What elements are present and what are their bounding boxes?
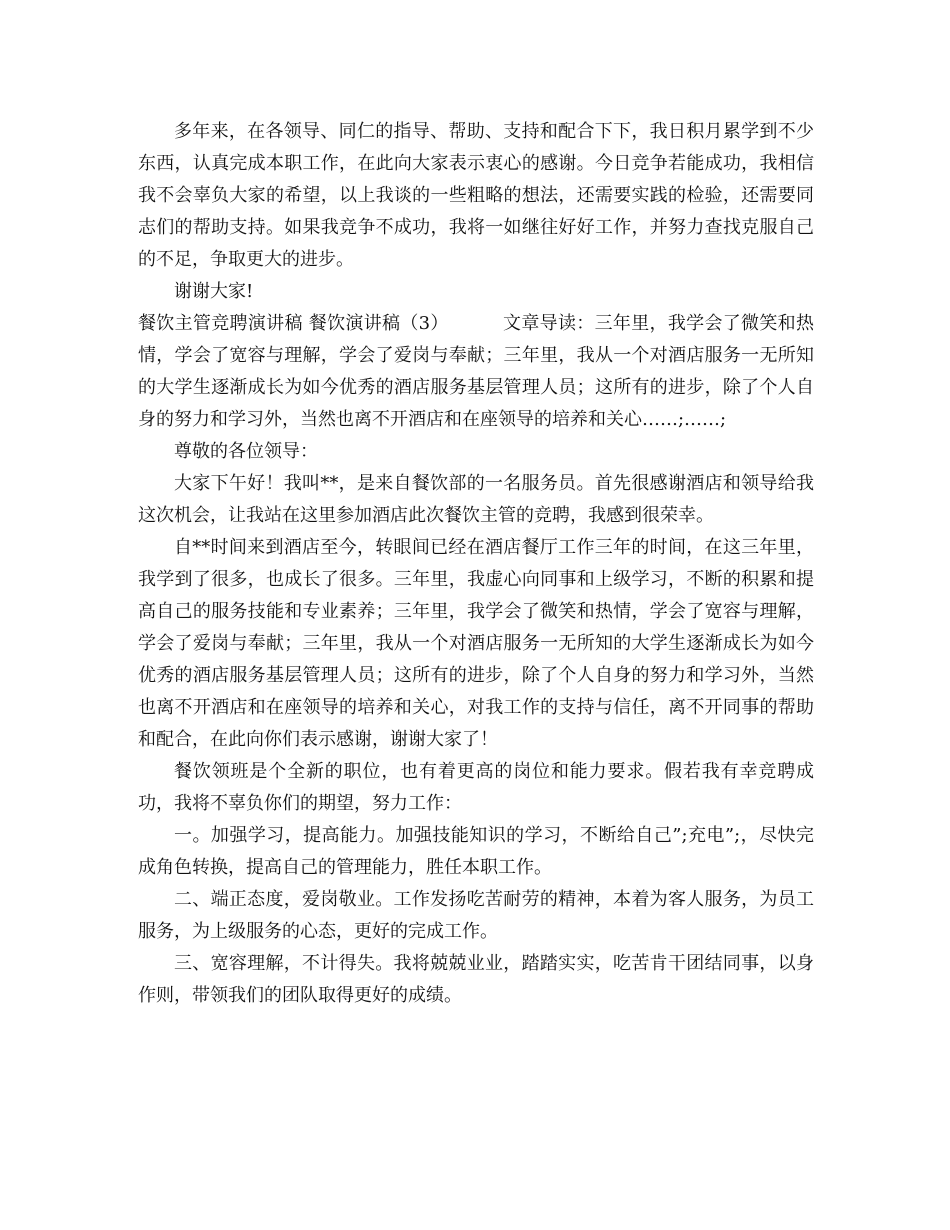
thanks-line: 谢谢大家!: [174, 281, 254, 302]
salutation: 尊敬的各位领导：: [174, 441, 318, 462]
intro-paragraph: 多年来，在各领导、同仁的指导、帮助、支持和配合下下，我日积月累学到不少东西，认真完成本职工作，在此向大家表示衷心的感谢。今日竞争若能成功，我相信我不会辜负大家的希望，以上我谈的一些粗略的想法，还需要实践的检验，还需要同志们的帮助支持。如果我竞争不成功，我将一如继往好好工作，并努力查找克服自己的不足，争取更大的进步。: [138, 121, 814, 270]
point-three: 三、宽容理解，不计得失。我将兢兢业业，踏踏实实，吃苦肯干团结同事，以身作则，带领我们的团队取得更好的成绩。: [138, 953, 814, 1006]
article-guide: 文章导读：三年里，我学会了微笑和热情，学会了宽容与理解，学会了爱岗与奉献；三年里，我从一个对酒店服务一无所知的大学生逐渐成长为如今优秀的酒店服务基层管理人员；这所有的进步，除了个人自身的努力和学习外，当然也离不开酒店和在座领导的培养和关心……;……;: [138, 313, 814, 430]
position-paragraph: 餐饮领班是个全新的职位，也有着更高的岗位和能力要求。假若我有幸竞聘成功，我将不辜负你们的期望，努力工作：: [138, 761, 814, 814]
greeting-paragraph: 大家下午好！我叫**，是来自餐饮部的一名服务员。首先很感谢酒店和领导给我这次机会，让我站在这里参加酒店此次餐饮主管的竞聘，我感到很荣幸。: [138, 473, 814, 526]
article-title-and-guide: [138, 308, 814, 436]
point-one: 一。加强学习，提高能力。加强技能知识的学习，不断给自己”;充电”;，尽快完成角色转换，提高自己的管理能力，胜任本职工作。: [138, 825, 814, 878]
document-page: [138, 116, 814, 1012]
article-title: 餐饮主管竞聘演讲稿 餐饮演讲稿（3）: [138, 313, 449, 334]
experience-paragraph: 自**时间来到酒店至今，转眼间已经在酒店餐厅工作三年的时间，在这三年里，我学到了很多，也成长了很多。三年里，我虚心向同事和上级学习，不断的积累和提高自己的服务技能和专业素养；三年里，我学会了微笑和热情，学会了宽容与理解，学会了爱岗与奉献；三年里，我从一个对酒店服务一无所知的大学生逐渐成长为如今优秀的酒店服务基层管理人员；这所有的进步，除了个人自身的努力和学习外，当然也离不开酒店和在座领导的培养和关心，对我工作的支持与信任，离不开同事的帮助和配合，在此向你们表示感谢，谢谢大家了！: [138, 537, 814, 750]
point-two: 二、端正态度，爱岗敬业。工作发扬吃苦耐劳的精神，本着为客人服务，为员工服务，为上级服务的心态，更好的完成工作。: [138, 889, 814, 942]
